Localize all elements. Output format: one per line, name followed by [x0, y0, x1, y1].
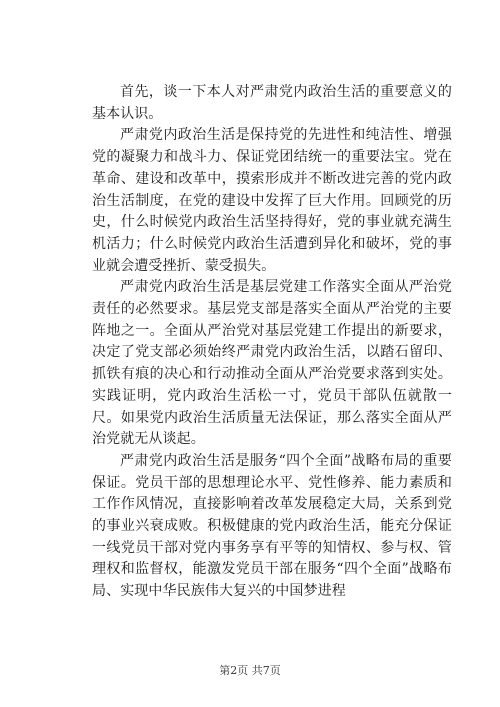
paragraph-1: 首先，谈一下本人对严肃党内政治生活的重要意义的基本认识。: [92, 84, 452, 122]
document-body: [92, 82, 452, 603]
page-footer: 第2页 共7页: [219, 664, 281, 677]
paragraph-4: 严肃党内政治生活是服务“四个全面”战略布局的重要保证。党员干部的思想理论水平、党性修养、能力素质和工作作风情况，直接影响着改革发展稳定大局，关系到党的事业兴衰成败。积极健康的党内政治生活，能充分保证一线党员干部对党内事务享有平等的知情权、参与权、管理权和监督权，能激发党员干部在服务“四个全面”战略布局、实现中华民族伟大复兴的中国梦进程: [92, 452, 452, 600]
paragraph-3: 严肃党内政治生活是基层党建工作落实全面从严治党责任的必然要求。基层党支部是落实全面从严治党的主要阵地之一。全面从严治党对基层党建工作提出的新要求，决定了党支部必须始终严肃党内政治生活，以踏石留印、抓铁有痕的决心和行动推动全面从严治党要求落到实处。实践证明，党内政治生活松一寸，党员干部队伍就散一尺。如果党内政治生活质量无法保证，那么落实全面从严治党就无从谈起。: [92, 279, 452, 448]
paragraph-2: 严肃党内政治生活是保持党的先进性和纯洁性、增强党的凝聚力和战斗力、保证党团结统一的重要法宝。党在革命、建设和改革中，摸索形成并不断改进完善的党内政治生活制度，在党的建设中发挥了巨大作用。回顾党的历史，什么时候党内政治生活坚持得好，党的事业就充满生机活力；什么时候党内政治生活遭到异化和破坏，党的事业就会遭受挫折、蒙受损失。: [92, 127, 452, 274]
